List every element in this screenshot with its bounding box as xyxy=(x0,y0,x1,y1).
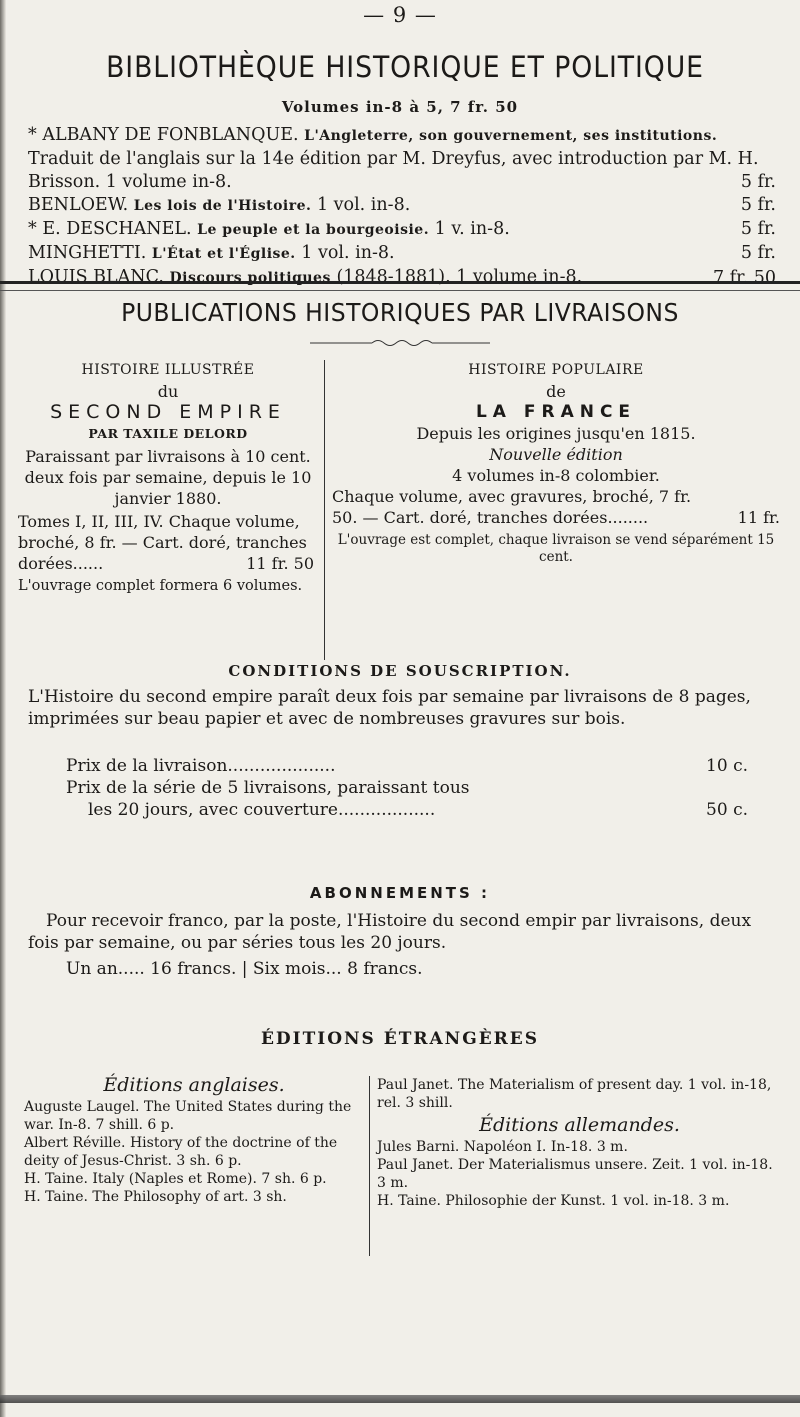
entry-barni: Jules Barni. Napoléon I. In-18. 3 m. xyxy=(377,1139,628,1155)
description: (1848-1881). 1 volume in-8. xyxy=(336,267,583,287)
ornament-divider xyxy=(310,336,490,350)
entry-fonblanque xyxy=(28,124,776,194)
col-subject: LA FRANCE xyxy=(475,402,637,422)
abonnements-heading: ABONNEMENTS : xyxy=(309,884,491,902)
column-divider-2 xyxy=(369,1076,370,1256)
col-author: PAR TAXILE DELORD xyxy=(88,426,248,441)
author: LOUIS BLANC. xyxy=(28,267,164,287)
column-divider xyxy=(324,360,325,660)
entry-reville: Albert Réville. History of the doctrine of the deity of Jesus-Christ. 3 sh. 6 p. xyxy=(24,1135,338,1169)
price: 5 fr. xyxy=(740,172,776,192)
price: 5 fr. xyxy=(740,243,776,263)
description: 1 vol. in-8. xyxy=(301,243,395,263)
description: Traduit de l'anglais sur la 14e édition par M. Dreyfus, avec introduction par M. H. Brisson. 1 volume in-8. xyxy=(28,149,759,192)
entry-janet-german: Paul Janet. Der Materialismus unsere. Zeit. 1 vol. in-18. 3 m. xyxy=(377,1157,773,1191)
abonnements-paragraph: Pour recevoir franco, par la poste, l'Histoire du second empir par livraisons, deux fois par semaine, ou par séries tous les 20 jours. xyxy=(28,911,752,953)
bottom-rule xyxy=(0,1395,800,1403)
editions-allemandes-heading: Éditions allemandes. xyxy=(479,1114,680,1136)
ornament-icon xyxy=(310,339,490,347)
author: MINGHETTI. xyxy=(28,243,147,263)
col-title: HISTOIRE ILLUSTRÉE xyxy=(81,362,255,378)
conditions-paragraph: L'Histoire du second empire paraît deux fois par semaine par livraisons de 8 pages, imprimées sur beau papier et avec de nombreuses gravures sur bois. xyxy=(28,687,751,729)
entry-benloew xyxy=(28,194,776,218)
entry-taine-italy: H. Taine. Italy (Naples et Rome). 7 sh. 6 p. xyxy=(24,1171,327,1187)
col-edition: Nouvelle édition xyxy=(489,445,623,464)
price-serie-label: Prix de la série de 5 livraisons, paraissant tous xyxy=(66,778,470,798)
entry-deschanel xyxy=(28,218,776,242)
description: 1 vol. in-8. xyxy=(316,195,411,215)
conditions-heading: CONDITIONS DE SOUSCRIPTION. xyxy=(228,662,572,680)
price-serie-label-2: les 20 jours, avec couverture.................. xyxy=(88,800,436,820)
title: L'État et l'Église. xyxy=(151,246,296,262)
page-number: — 9 — xyxy=(363,3,437,27)
column-editions-anglaises xyxy=(24,1072,364,1206)
price-livraison-value: 10 c. xyxy=(706,756,748,776)
col-volumes: 4 volumes in-8 colombier. xyxy=(452,466,660,485)
col-title: HISTOIRE POPULAIRE xyxy=(468,362,644,378)
author: * ALBANY DE FONBLANQUE. xyxy=(28,125,299,145)
bibliotheque-entries xyxy=(28,124,776,290)
col-volume-desc: Chaque volume, avec gravures, broché, 7 fr. 50. — Cart. doré, tranches dorées........ xyxy=(332,487,692,527)
col-volume-price: 11 fr. xyxy=(737,508,780,527)
col-subject: SECOND EMPIRE xyxy=(50,401,286,423)
section-title-bibliotheque: BIBLIOTHÈQUE HISTORIQUE ET POLITIQUE xyxy=(106,50,704,84)
volumes-subtitle: Volumes in-8 à 5, 7 fr. 50 xyxy=(281,98,519,116)
title: Le peuple et la bourgeoisie. xyxy=(197,222,430,238)
description: 1 v. in-8. xyxy=(434,219,510,239)
price: 7 fr. 50 xyxy=(712,268,776,288)
entry-minghetti xyxy=(28,242,776,266)
entry-taine-kunst: H. Taine. Philosophie der Kunst. 1 vol. in-18. 3 m. xyxy=(377,1193,730,1209)
abonnements-prices: Un an..... 16 francs. | Six mois... 8 francs. xyxy=(66,959,423,979)
title: L'Angleterre, son gouvernement, ses institutions. xyxy=(304,128,718,144)
double-rule xyxy=(0,281,800,291)
column-histoire-france xyxy=(332,360,780,566)
column-editions-allemandes xyxy=(377,1076,782,1210)
price-serie-value: 50 c. xyxy=(706,800,748,820)
price-lines xyxy=(28,755,778,821)
page-edge-shadow xyxy=(0,0,6,1417)
author: * E. DESCHANEL. xyxy=(28,219,192,239)
column-second-empire xyxy=(18,360,318,597)
author: BENLOEW. xyxy=(28,195,129,215)
col-tomes: Tomes I, II, III, IV. Chaque volume, broché, 8 fr. — Cart. doré, tranches dorées...... xyxy=(18,512,307,573)
entry-janet-english: Paul Janet. The Materialism of present day. 1 vol. in-18, rel. 3 shill. xyxy=(377,1077,772,1111)
col-du: du xyxy=(157,382,179,401)
entry-laugel: Auguste Laugel. The United States during the war. In-8. 7 shill. 6 p. xyxy=(24,1099,352,1133)
title: Les lois de l'Histoire. xyxy=(133,198,312,214)
col-complete-note: L'ouvrage complet formera 6 volumes. xyxy=(18,578,303,594)
price: 5 fr. xyxy=(740,219,776,239)
col-period: Depuis les origines jusqu'en 1815. xyxy=(416,424,696,443)
price-livraison-label: Prix de la livraison.................... xyxy=(66,756,336,776)
col-frequency: Paraissant par livraisons à 10 cent. deux fois par semaine, depuis le 10 janvier 1880. xyxy=(24,447,312,508)
price: 5 fr. xyxy=(740,195,776,215)
col-de: de xyxy=(546,382,566,401)
editions-etrangeres-heading: ÉDITIONS ÉTRANGÈRES xyxy=(260,1029,540,1049)
col-tomes-price: 11 fr. 50 xyxy=(246,554,314,573)
col-complete-note: L'ouvrage est complet, chaque livraison se vend séparément 15 cent. xyxy=(337,532,775,565)
editions-anglaises-heading: Éditions anglaises. xyxy=(103,1074,285,1096)
section-title-publications: PUBLICATIONS HISTORIQUES PAR LIVRAISONS xyxy=(121,298,679,327)
title: Discours politiques xyxy=(169,270,331,286)
entry-taine-art: H. Taine. The Philosophy of art. 3 sh. xyxy=(24,1189,287,1205)
